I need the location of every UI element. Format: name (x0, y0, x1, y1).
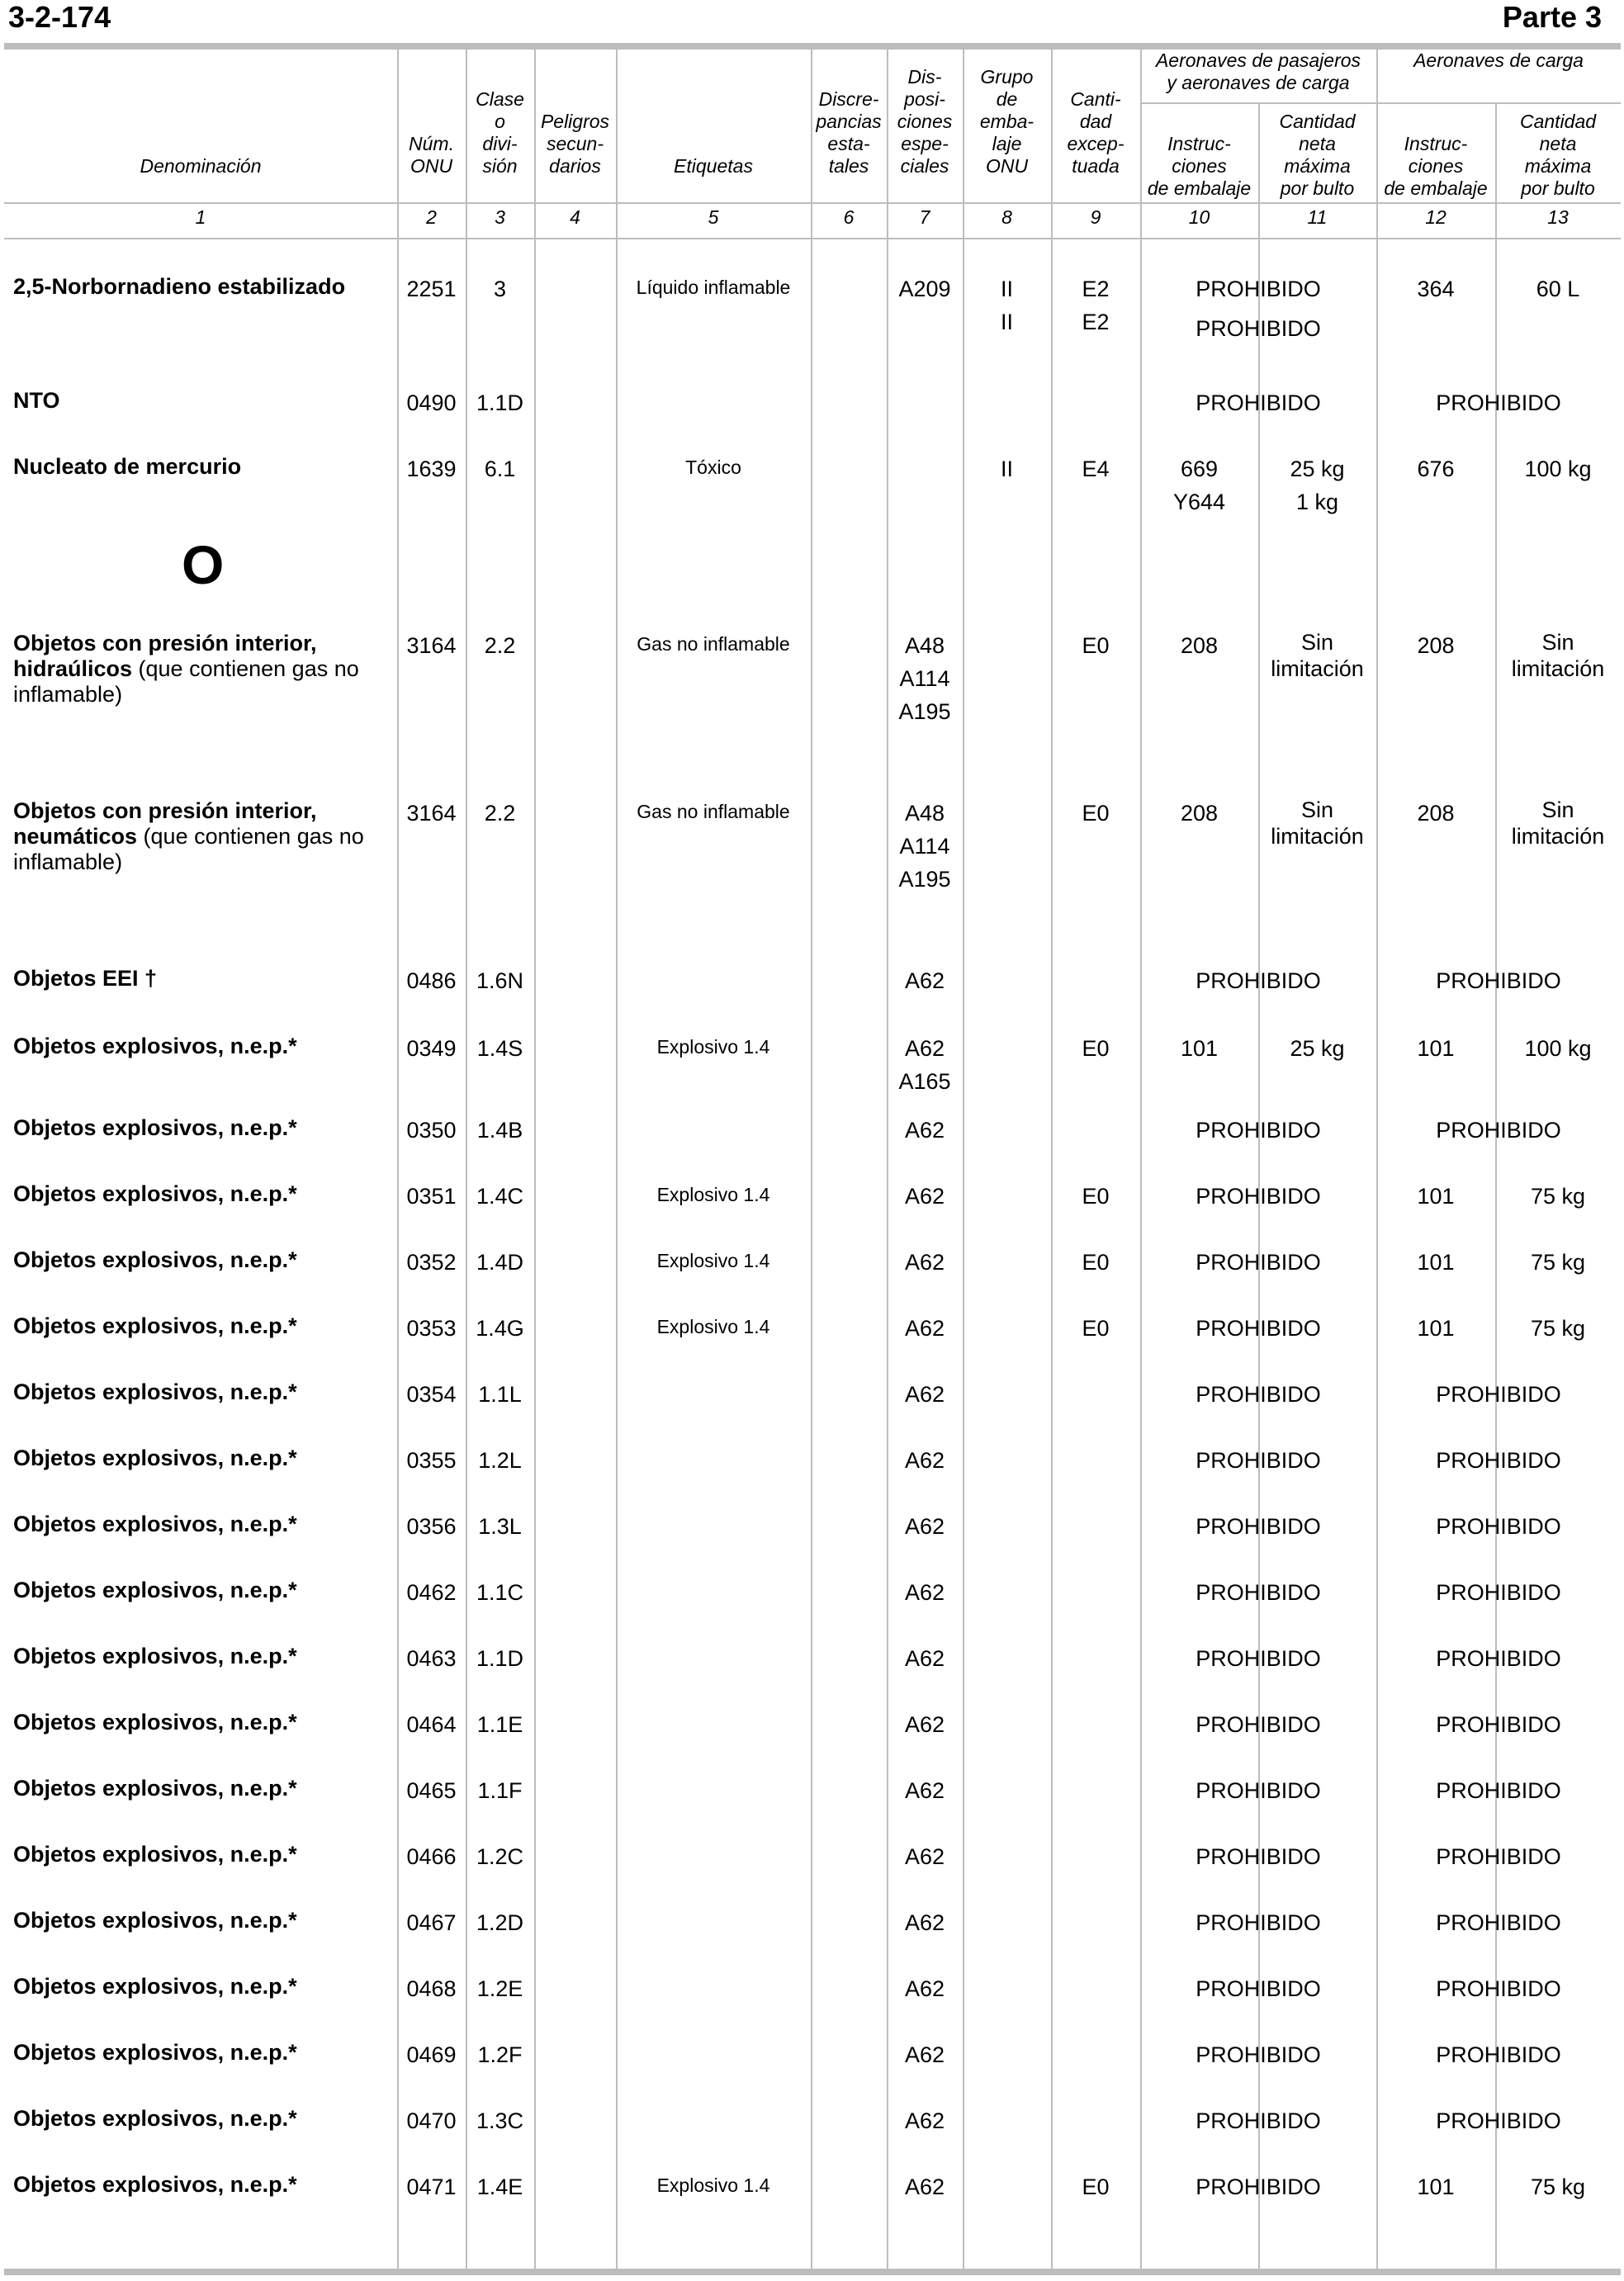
header-peligros: Peligros secun- darios (540, 111, 610, 177)
row-clase: 1.2F (477, 2042, 523, 2067)
row-denominacion: Nucleato de mercurio (13, 454, 242, 479)
row-denominacion: Objetos explosivos, n.e.p.* (13, 1512, 297, 1536)
column-number: 6 (843, 206, 855, 228)
row-disposiciones: A62 (904, 968, 945, 993)
row-disposiciones: A62 (904, 1778, 945, 1803)
header-denominacion: Denominación (140, 155, 262, 177)
header-divider (4, 202, 1621, 204)
row-clase: 1.4G (476, 1316, 524, 1341)
row-denominacion: Objetos explosivos, n.e.p.* (13, 1908, 297, 1933)
row-carga-prohibido: PROHIBIDO (1436, 1910, 1561, 1935)
column-divider (1051, 50, 1053, 2269)
row-denominacion: NTO (13, 388, 60, 413)
row-pax-prohibido: PROHIBIDO (1196, 1184, 1321, 1209)
row-denominacion: Objetos explosivos, n.e.p.* (13, 1181, 297, 1206)
row-pax-cantidad: Sin limitación (1271, 797, 1364, 849)
row-pax-cantidad: 25 kg (1290, 1036, 1345, 1061)
row-cantidad-exceptuada: E0 (1082, 1036, 1110, 1061)
row-clase: 1.2D (476, 1910, 524, 1935)
row-carga-cantidad: 75 kg (1530, 1316, 1586, 1341)
header-instrucciones-carga: Instruc- ciones de embalaje (1384, 133, 1488, 199)
row-denominacion: Objetos explosivos, n.e.p.* (13, 1115, 297, 1140)
row-etiqueta: Gas no inflamable (637, 801, 790, 822)
row-carga-prohibido: PROHIBIDO (1436, 1448, 1561, 1473)
section-letter: O (182, 534, 225, 595)
column-number: 12 (1425, 206, 1446, 228)
row-disposiciones: A62 (904, 1646, 945, 1671)
row-clase: 1.3C (476, 2108, 524, 2133)
row-num-onu: 0468 (406, 1976, 457, 2001)
row-disposiciones: A62 A165 (898, 1036, 951, 1094)
column-number: 2 (426, 206, 437, 228)
row-disposiciones: A62 (904, 1712, 945, 1737)
column-number: 11 (1307, 206, 1328, 228)
row-num-onu: 0470 (406, 2108, 457, 2133)
row-clase: 1.4S (476, 1036, 523, 1061)
header-cantidad-pax: Cantidad neta máxima por bulto (1279, 111, 1356, 199)
row-clase: 3 (493, 277, 507, 301)
column-divider (616, 50, 618, 2269)
row-carga-instrucciones: 364 (1417, 277, 1455, 301)
row-num-onu: 3164 (406, 633, 457, 658)
row-disposiciones: A62 (904, 2042, 945, 2067)
row-denominacion: Objetos con presión interior, neumáticos (que contienen gas no inflamable) (13, 798, 364, 874)
row-denominacion: Objetos explosivos, n.e.p.* (13, 1710, 297, 1734)
row-pax-prohibido: PROHIBIDO (1196, 390, 1321, 415)
row-carga-instrucciones: 208 (1417, 633, 1455, 658)
row-carga-instrucciones: 101 (1417, 1250, 1455, 1275)
row-pax-cantidad: 25 kg 1 kg (1290, 457, 1345, 514)
row-clase: 1.1F (477, 1778, 523, 1803)
row-disposiciones: A62 (904, 1118, 945, 1143)
row-denominacion: Objetos explosivos, n.e.p.* (13, 1578, 297, 1602)
row-disposiciones: A62 (904, 1316, 945, 1341)
row-pax-prohibido: PROHIBIDO (1196, 1118, 1321, 1143)
row-num-onu: 0462 (406, 1580, 457, 1605)
row-num-onu: 3164 (406, 801, 457, 826)
row-clase: 1.2C (476, 1844, 524, 1869)
row-num-onu: 0467 (406, 1910, 457, 1935)
row-pax-prohibido: PROHIBIDO (1196, 2108, 1321, 2133)
row-etiqueta: Gas no inflamable (637, 633, 790, 655)
row-carga-prohibido: PROHIBIDO (1436, 1646, 1561, 1671)
row-carga-instrucciones: 208 (1417, 801, 1455, 826)
row-carga-instrucciones: 101 (1417, 2175, 1455, 2199)
row-clase: 1.1E (476, 1712, 523, 1737)
row-num-onu: 0469 (406, 2042, 457, 2067)
header-divider (4, 238, 1621, 239)
row-grupo: II (1000, 457, 1013, 481)
header-discrepancias: Discre- pancias esta- tales (816, 88, 882, 177)
row-clase: 2.2 (484, 801, 516, 826)
row-denominacion: Objetos explosivos, n.e.p.* (13, 1379, 297, 1404)
column-divider (963, 50, 964, 2269)
row-disposiciones: A62 (904, 1250, 945, 1275)
row-denominacion: Objetos EEI † (13, 966, 158, 991)
row-carga-cantidad: 100 kg (1524, 1036, 1592, 1061)
row-pax-instrucciones: 101 (1180, 1036, 1219, 1061)
row-pax-prohibido: PROHIBIDO (1196, 1382, 1321, 1407)
header-cantidad-exceptuada: Canti- dad excep- tuada (1067, 88, 1124, 177)
row-denominacion: Objetos explosivos, n.e.p.* (13, 2040, 297, 2065)
column-number: 8 (1001, 206, 1012, 228)
row-carga-instrucciones: 101 (1417, 1316, 1455, 1341)
header-cantidad-carga: Cantidad neta máxima por bulto (1519, 111, 1597, 199)
row-pax-prohibido: PROHIBIDO (1196, 2042, 1321, 2067)
row-pax-prohibido: PROHIBIDO (1196, 1910, 1321, 1935)
row-disposiciones: A62 (904, 2108, 945, 2133)
row-pax-prohibido: PROHIBIDO (1196, 1976, 1321, 2001)
column-number: 5 (708, 206, 719, 228)
row-clase: 1.4E (476, 2175, 523, 2199)
row-cantidad-exceptuada: E0 (1082, 1250, 1110, 1275)
header-instrucciones-pax: Instruc- ciones de embalaje (1147, 133, 1252, 199)
row-denominacion: Objetos explosivos, n.e.p.* (13, 1247, 297, 1272)
row-carga-cantidad: 75 kg (1530, 2175, 1586, 2199)
row-denominacion: Objetos explosivos, n.e.p.* (13, 2172, 297, 2197)
row-clase: 2.2 (484, 633, 516, 658)
row-clase: 1.2E (476, 1976, 523, 2001)
header-disposiciones: Dis- posi- ciones espe- ciales (897, 66, 953, 177)
row-carga-prohibido: PROHIBIDO (1436, 968, 1561, 993)
row-pax-prohibido: PROHIBIDO (1196, 1448, 1321, 1473)
header-grupo: Grupo de emba- laje ONU (979, 66, 1035, 177)
row-carga-instrucciones: 101 (1417, 1184, 1455, 1209)
row-pax-prohibido: PROHIBIDO (1196, 1580, 1321, 1605)
row-carga-prohibido: PROHIBIDO (1436, 1580, 1561, 1605)
row-num-onu: 0349 (406, 1036, 457, 1061)
row-disposiciones: A62 (904, 1910, 945, 1935)
row-disposiciones: A62 (904, 1580, 945, 1605)
row-disposiciones: A62 (904, 1514, 945, 1539)
row-num-onu: 0355 (406, 1448, 457, 1473)
page-number: 3-2-174 (8, 0, 111, 34)
row-denominacion: Objetos explosivos, n.e.p.* (13, 1842, 297, 1867)
row-pax-prohibido: PROHIBIDO (1196, 1712, 1321, 1737)
row-clase: 1.4C (476, 1184, 524, 1209)
row-disposiciones: A62 (904, 1184, 945, 1209)
row-num-onu: 0465 (406, 1778, 457, 1803)
column-number: 9 (1090, 206, 1101, 228)
row-clase: 1.1D (476, 1646, 524, 1671)
row-disposiciones: A62 (904, 2175, 945, 2199)
row-etiqueta: Explosivo 1.4 (656, 1184, 770, 1205)
row-grupo: II II (1000, 277, 1013, 334)
row-num-onu: 0350 (406, 1118, 457, 1143)
row-carga-instrucciones: 101 (1417, 1036, 1455, 1061)
row-pax-prohibido: PROHIBIDO (1196, 1514, 1321, 1539)
row-denominacion: Objetos explosivos, n.e.p.* (13, 1446, 297, 1470)
row-pax-prohibido: PROHIBIDO (1196, 277, 1321, 301)
header-num-onu: Núm. ONU (409, 133, 454, 177)
group-header-divider (1140, 102, 1621, 104)
column-divider (534, 50, 536, 2269)
row-num-onu: 0471 (406, 2175, 457, 2199)
row-cantidad-exceptuada: E0 (1082, 2175, 1110, 2199)
row-num-onu: 0466 (406, 1844, 457, 1869)
row-clase: 1.6N (476, 968, 524, 993)
row-carga-cantidad: 60 L (1536, 277, 1580, 301)
row-carga-prohibido: PROHIBIDO (1436, 1514, 1561, 1539)
row-num-onu: 0354 (406, 1382, 457, 1407)
row-carga-prohibido: PROHIBIDO (1436, 1712, 1561, 1737)
row-clase: 1.4D (476, 1250, 524, 1275)
row-etiqueta: Explosivo 1.4 (656, 1316, 770, 1337)
row-cantidad-exceptuada: E0 (1082, 633, 1110, 658)
header-clase: Clase o divi- sión (476, 88, 524, 177)
row-clase: 1.1D (476, 390, 524, 415)
row-num-onu: 0352 (406, 1250, 457, 1275)
row-clase: 1.1C (476, 1580, 524, 1605)
row-etiqueta: Explosivo 1.4 (656, 2175, 770, 2196)
row-num-onu: 1639 (406, 457, 457, 481)
column-number: 13 (1547, 206, 1569, 228)
row-denominacion: 2,5-Norbornadieno estabilizado (13, 274, 346, 299)
row-carga-prohibido: PROHIBIDO (1436, 1382, 1561, 1407)
row-denominacion: Objetos explosivos, n.e.p.* (13, 1974, 297, 1999)
column-number: 7 (919, 206, 930, 228)
part-title: Parte 3 (1502, 0, 1602, 34)
row-etiqueta: Líquido inflamable (636, 277, 791, 298)
row-cantidad-exceptuada: E0 (1082, 1316, 1110, 1341)
row-cantidad-exceptuada: E0 (1082, 801, 1110, 826)
row-pax-cantidad: Sin limitación (1271, 630, 1364, 681)
row-clase: 1.1L (478, 1382, 522, 1407)
row-pax-instrucciones: 669 Y644 (1172, 457, 1226, 514)
row-num-onu: 0351 (406, 1184, 457, 1209)
column-number: 4 (570, 206, 580, 228)
row-etiqueta: Tóxico (685, 457, 741, 478)
row-pax-prohibido: PROHIBIDO (1196, 1844, 1321, 1869)
row-num-onu: 0464 (406, 1712, 457, 1737)
column-number: 1 (195, 206, 206, 228)
top-rule (4, 43, 1621, 50)
row-carga-instrucciones: 676 (1417, 457, 1455, 481)
row-denominacion: Objetos explosivos, n.e.p.* (13, 1313, 297, 1338)
row-pax-prohibido: PROHIBIDO (1196, 968, 1321, 993)
row-num-onu: 0353 (406, 1316, 457, 1341)
row-disposiciones: A62 (904, 1844, 945, 1869)
row-disposiciones: A48 A114 A195 (898, 633, 951, 724)
row-carga-prohibido: PROHIBIDO (1436, 2108, 1561, 2133)
row-carga-prohibido: PROHIBIDO (1436, 1844, 1561, 1869)
row-clase: 1.2L (478, 1448, 522, 1473)
row-pax-prohibido: PROHIBIDO (1196, 1646, 1321, 1671)
row-denominacion: Objetos explosivos, n.e.p.* (13, 1034, 297, 1058)
row-num-onu: 0463 (406, 1646, 457, 1671)
header-pasajeros-group: Aeronaves de pasajeros y aeronaves de carga (1155, 50, 1361, 93)
row-disposiciones: A48 A114 A195 (898, 801, 951, 892)
row-disposiciones: A209 (898, 277, 951, 301)
row-num-onu: 0490 (406, 390, 457, 415)
row-pax-prohibido: PROHIBIDO (1196, 2175, 1321, 2199)
row-carga-prohibido: PROHIBIDO (1436, 1976, 1561, 2001)
row-carga-cantidad: 75 kg (1530, 1250, 1586, 1275)
row-etiqueta: Explosivo 1.4 (656, 1250, 770, 1271)
row-pax-prohibido: PROHIBIDO (1196, 1316, 1321, 1341)
row-disposiciones: A62 (904, 1382, 945, 1407)
column-divider (811, 50, 812, 2269)
column-number: 3 (495, 206, 505, 228)
bottom-rule (4, 2269, 1621, 2275)
row-pax-instrucciones: 208 (1180, 801, 1219, 826)
row-carga-prohibido: PROHIBIDO (1436, 1118, 1561, 1143)
row-carga-prohibido: PROHIBIDO (1436, 390, 1561, 415)
row-cantidad-exceptuada: E4 (1082, 457, 1110, 481)
row-carga-cantidad: 75 kg (1530, 1184, 1586, 1209)
row-disposiciones: A62 (904, 1976, 945, 2001)
row-clase: 1.4B (476, 1118, 523, 1143)
row-carga-prohibido: PROHIBIDO (1436, 2042, 1561, 2067)
row-pax-instrucciones: 208 (1180, 633, 1219, 658)
row-num-onu: 2251 (406, 277, 457, 301)
row-num-onu: 0356 (406, 1514, 457, 1539)
row-denominacion: Objetos explosivos, n.e.p.* (13, 1644, 297, 1668)
row-clase: 1.3L (478, 1514, 522, 1539)
header-carga-group: Aeronaves de carga (1413, 50, 1584, 71)
row-denominacion: Objetos con presión interior, hidraúlicos (que contienen gas no inflamable) (13, 631, 359, 707)
row-cantidad-exceptuada: E2 E2 (1082, 277, 1110, 334)
row-pax-prohibido: PROHIBIDO (1196, 316, 1321, 341)
row-cantidad-exceptuada: E0 (1082, 1184, 1110, 1209)
header-etiquetas: Etiquetas (674, 155, 753, 177)
row-clase: 6.1 (484, 457, 516, 481)
row-carga-cantidad: Sin limitación (1511, 797, 1605, 849)
row-carga-cantidad: 100 kg (1524, 457, 1592, 481)
row-carga-cantidad: Sin limitación (1511, 630, 1605, 681)
column-number: 10 (1188, 206, 1210, 228)
row-disposiciones: A62 (904, 1448, 945, 1473)
row-pax-prohibido: PROHIBIDO (1196, 1778, 1321, 1803)
row-denominacion: Objetos explosivos, n.e.p.* (13, 1776, 297, 1801)
row-carga-prohibido: PROHIBIDO (1436, 1778, 1561, 1803)
row-etiqueta: Explosivo 1.4 (656, 1036, 770, 1058)
row-pax-prohibido: PROHIBIDO (1196, 1250, 1321, 1275)
row-denominacion: Objetos explosivos, n.e.p.* (13, 2106, 297, 2131)
row-num-onu: 0486 (406, 968, 457, 993)
